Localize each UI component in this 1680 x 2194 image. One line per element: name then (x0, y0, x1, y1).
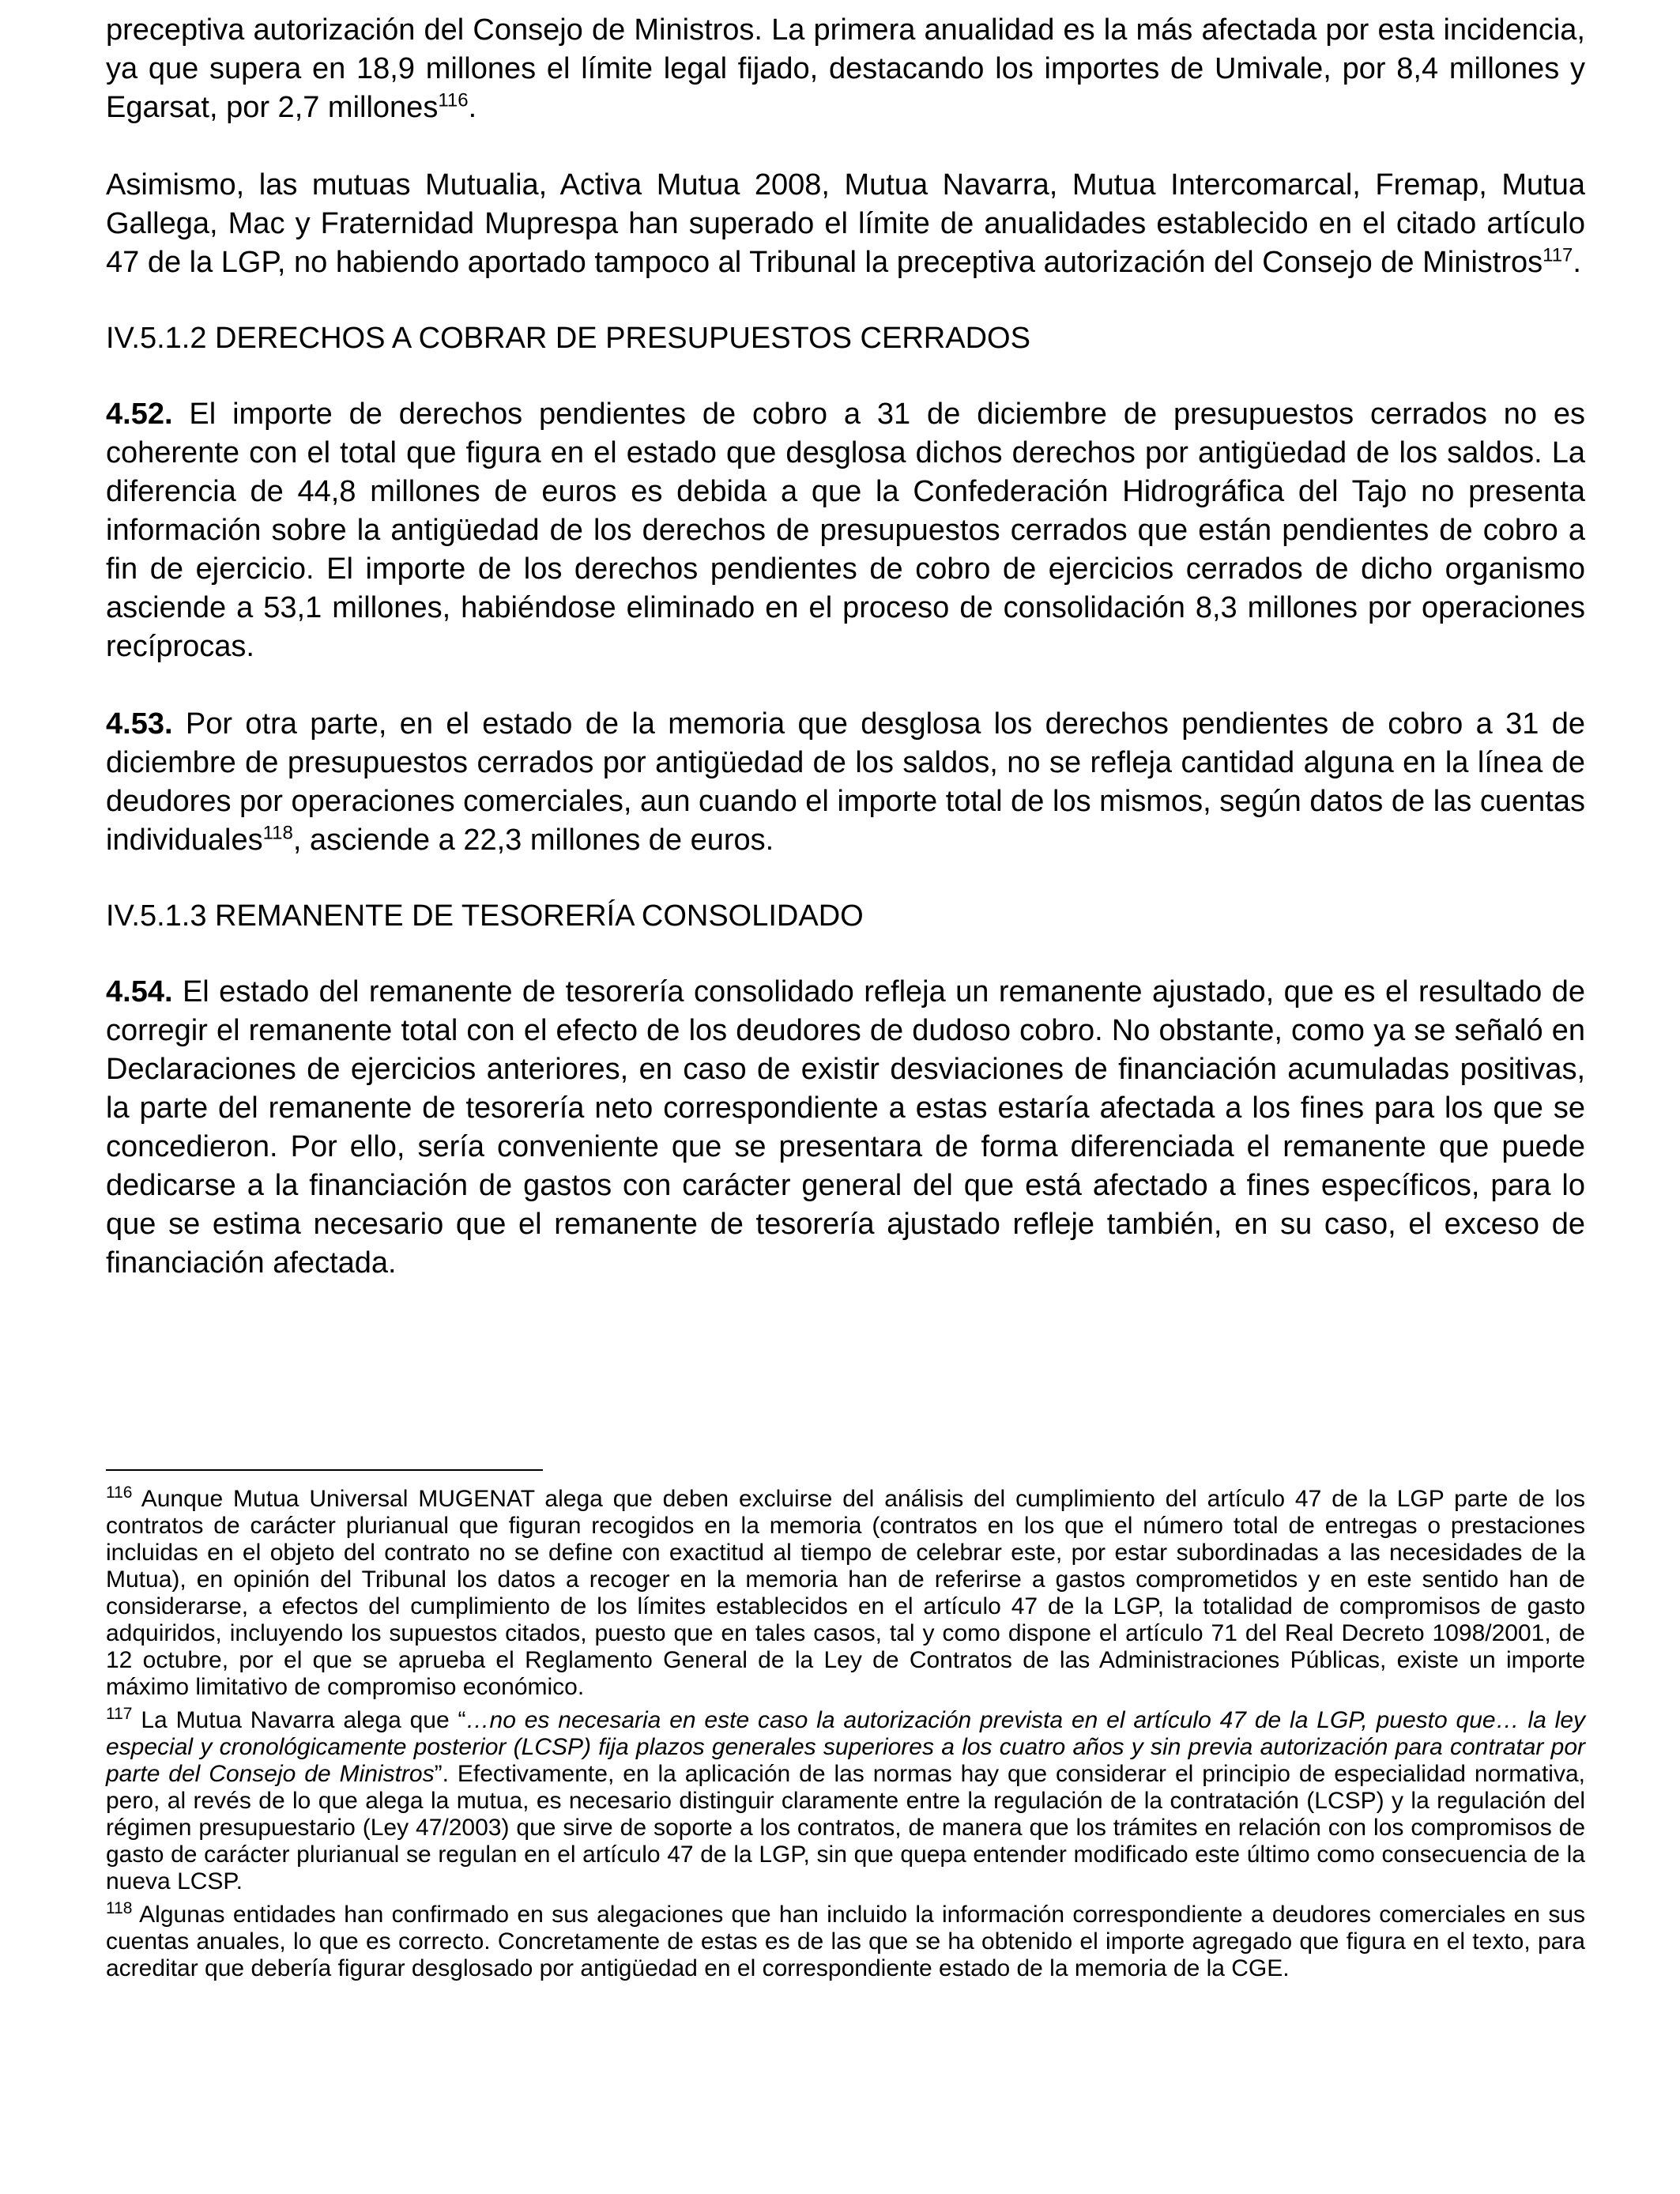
footnote-text: Algunas entidades han confirmado en sus alegaciones que han incluido la información correspondiente a deudores comerciales en sus cuentas anuales, lo que es correcto. Concretamente de estas es de las que se ha obtenido el importe agregado que figura en el texto, para acreditar que debería figurar desglosado por antigüedad en el correspondiente estado de la memoria de la CGE. (106, 1902, 1585, 1981)
footnote-number: 117 (106, 1705, 133, 1723)
paragraph-4-52 (106, 395, 1585, 666)
paragraph-tail: . (468, 91, 477, 124)
paragraph-number: 4.52. (106, 398, 173, 431)
footnote-118 (106, 1899, 1585, 1982)
footnote-text: ”. Efectivamente, en la aplicación de las normas hay que considerar el principio de especialidad normativa, pero, al revés de lo que alega la mutua, es necesario distinguir claramente entre la regulación de la contratación (LCSP) y la regulación del régimen presupuestario (Ley 47/2003) que sirve de soporte a los contratos, de manera que los trámites en relación con los compromisos de gasto de carácter plurianual se regulan en el artículo 47 de la LGP, sin que quepa entender modificado este último como consecuencia de la nueva LCSP. (106, 1761, 1585, 1894)
footnote-text: La Mutua Navarra alega que “ (132, 1707, 466, 1733)
paragraph-text: Asimismo, las mutuas Mutualia, Activa Mutua 2008, Mutua Navarra, Mutua Intercomarcal, Fremap, Mutua Gallega, Mac y Fraternidad Muprespa han superado el límite de anualidades establecido en el citado artículo 47 de la LGP, no habiendo aportado tampoco al Tribunal la preceptiva autorización del Consejo de Ministros (106, 168, 1585, 279)
footnote-number: 116 (106, 1483, 133, 1502)
paragraph-number: 4.54. (106, 975, 173, 1008)
footnote-quote: …no es necesaria en este caso la autorización prevista en el artículo 47 de la LGP, puesto que… la ley especial y cronológicamente posterior (LCSP) fija plazos generales superiores a los cuatro años y sin previa autorización para contratar por parte del Consejo de Ministros (106, 1707, 1585, 1787)
paragraph-tail: , asciende a 22,3 millones de euros. (292, 824, 774, 857)
paragraph-text: El estado del remanente de tesorería consolidado refleja un remanente ajustado, que es el resultado de corregir el remanente total con el efecto de los deudores de dudoso cobro. No obstante, como ya se señaló en Declaraciones de ejercicios anteriores, en caso de existir desviaciones de financiación acumuladas positivas, la parte del remanente de tesorería neto correspondiente a estas estaría afectada a los fines para los que se concedieron. Por ello, sería conveniente que se presentara de forma diferenciada el remanente que puede dedicarse a la financiación de gastos con carácter general del que está afectado a fines específicos, para lo que se estima necesario que el remanente de tesorería ajustado refleje también, en su caso, el exceso de financiación afectada. (106, 975, 1585, 1280)
paragraph-continuation (106, 11, 1585, 127)
footnote-divider (106, 1469, 543, 1471)
paragraph-4-54 (106, 973, 1585, 1283)
paragraph-number: 4.53. (106, 707, 173, 741)
footnote-117 (106, 1707, 1585, 1895)
paragraph-text: preceptiva autorización del Consejo de Ministros. La primera anualidad es la más afectada por esta incidencia, ya que supera en 18,9 millones el límite legal fijado, destacando los importes de Umivale, por 8,4 millones y Egarsat, por 2,7 millones (106, 13, 1585, 124)
document-body (106, 11, 1585, 1283)
footnotes (106, 1483, 1585, 1989)
footnote-ref-117[interactable]: 117 (1543, 244, 1573, 266)
footnote-text: Aunque Mutua Universal MUGENAT alega que deben excluirse del análisis del cumplimiento del artículo 47 de la LGP parte de los contratos de carácter plurianual que figuran recogidos en la memoria (contratos en los que el número total de entregas o prestaciones incluidas en el objeto del contrato no se define con exactitud al tiempo de celebrar este, por estar subordinadas a las necesidades de la Mutua), en opinión del Tribunal los datos a recoger en la memoria han de referirse a gastos comprometidos y en este sentido han de considerarse, a efectos del cumplimiento de los límites establecidos en el artículo 47 de la LGP, la totalidad de compromisos de gasto adquiridos, incluyendo los supuestos citados, puesto que en tales casos, tal y como dispone el artículo 71 del Real Decreto 1098/2001, de 12 octubre, por el que se aprueba el Reglamento General de la Ley de Contratos de las Administraciones Públicas, existe un importe máximo limitativo de compromiso económico. (106, 1486, 1585, 1700)
footnote-ref-116[interactable]: 116 (438, 89, 469, 111)
paragraph-text: Por otra parte, en el estado de la memoria que desglosa los derechos pendientes de cobro a 31 de diciembre de presupuestos cerrados por antigüedad de los saldos, no se refleja cantidad alguna en la línea de deudores por operaciones comerciales, aun cuando el importe total de los mismos, según datos de las cuentas individuales (106, 707, 1585, 857)
footnote-ref-118[interactable]: 118 (262, 822, 293, 844)
paragraph-tail: . (1573, 246, 1581, 279)
footnote-number: 118 (106, 1899, 133, 1917)
section-heading-derechos: IV.5.1.2 DERECHOS A COBRAR DE PRESUPUESTOS CERRADOS (106, 322, 1030, 355)
paragraph-mutuas (106, 166, 1585, 282)
paragraph-text: El importe de derechos pendientes de cobro a 31 de diciembre de presupuestos cerrados no es coherente con el total que figura en el estado que desglosa dichos derechos por antigüedad de los saldos. La diferencia de 44,8 millones de euros es debida a que la Confederación Hidrográfica del Tajo no presenta información sobre la antigüedad de los derechos de presupuestos cerrados que están pendientes de cobro a fin de ejercicio. El importe de los derechos pendientes de cobro de ejercicios cerrados de dicho organismo asciende a 53,1 millones, habiéndose eliminado en el proceso de consolidación 8,3 millones por operaciones recíprocas. (106, 398, 1585, 663)
paragraph-4-53 (106, 705, 1585, 860)
footnote-116 (106, 1483, 1585, 1701)
section-heading-remanente: IV.5.1.3 REMANENTE DE TESORERÍA CONSOLIDADO (106, 899, 864, 933)
